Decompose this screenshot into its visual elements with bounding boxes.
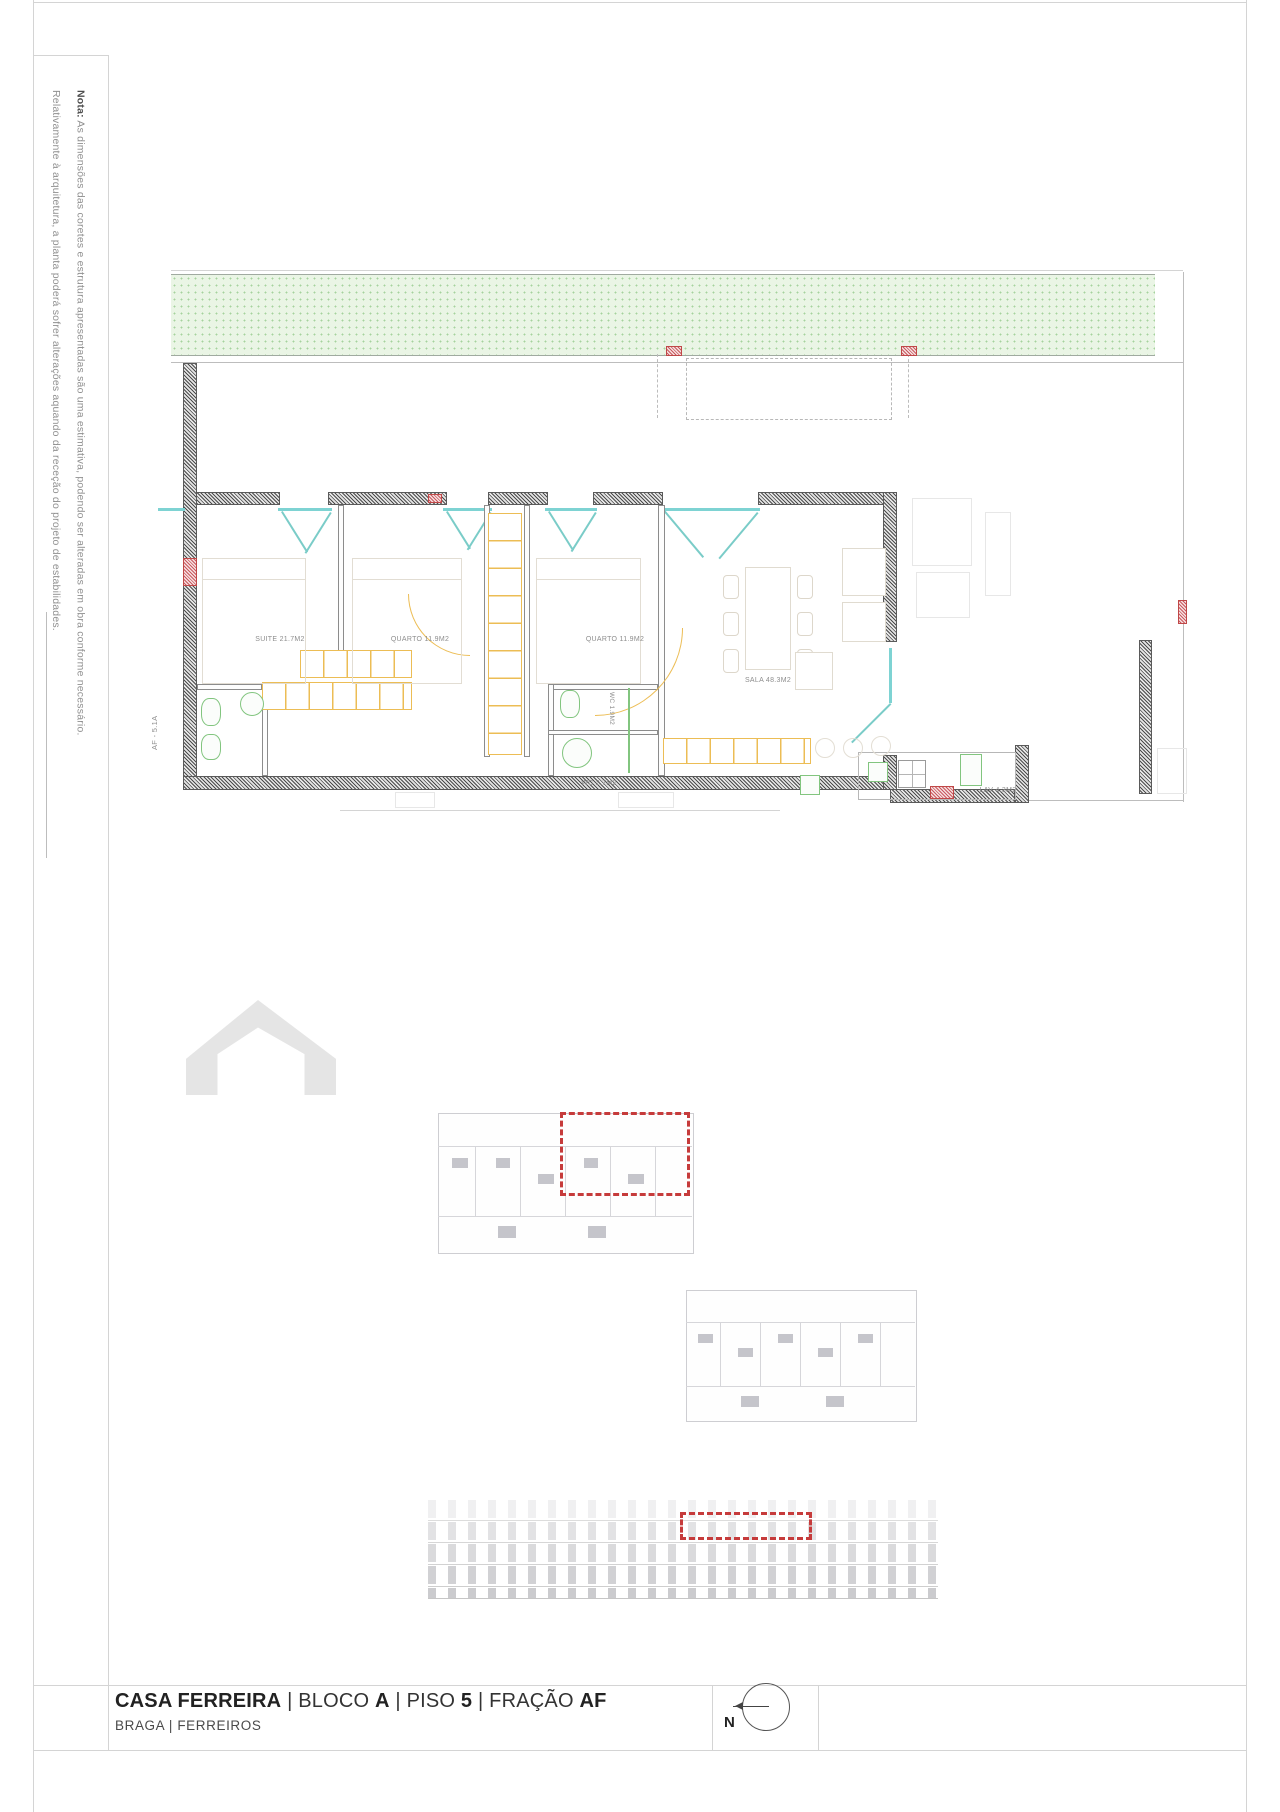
door-swing-line — [305, 512, 332, 554]
bed-quarto1 — [352, 558, 462, 684]
wall-top-5 — [758, 492, 897, 505]
north-arrow-icon — [742, 1683, 790, 1731]
window-suite — [278, 508, 332, 511]
window-quarto2 — [545, 508, 597, 511]
closet-ladder — [488, 513, 522, 755]
armchair — [842, 602, 886, 642]
wall-right-far — [1139, 640, 1152, 794]
footer-divider-1 — [712, 1685, 713, 1750]
stove-icon — [898, 760, 926, 788]
terrace-green-strip — [171, 274, 1155, 356]
shaft-box — [1157, 748, 1187, 794]
page-border-top — [33, 2, 1247, 3]
room-label-lav: LAV 4.3M2 — [979, 787, 1017, 794]
wall-top-3 — [488, 492, 548, 505]
terrace-planter — [985, 512, 1011, 596]
wall-red-marker-top — [428, 494, 442, 503]
terrace-red-marker-2 — [901, 346, 917, 356]
bed-quarto2 — [536, 558, 641, 684]
terrace-bottom-right-line — [1015, 800, 1183, 801]
chair — [797, 612, 813, 636]
terrace-bottom-line — [171, 362, 1183, 363]
wardrobe-row-2 — [262, 682, 412, 710]
door-swing-line — [664, 511, 704, 558]
sofa — [842, 548, 886, 596]
stool — [871, 736, 891, 756]
partition-suite-quarto1 — [338, 505, 344, 652]
page-border-right — [1246, 0, 1247, 1812]
skylight-dashed-right — [908, 354, 909, 418]
wall-red-marker-left — [183, 558, 197, 586]
terrace-top-line — [171, 270, 1183, 271]
partition-wc-divider — [548, 730, 658, 735]
sheet-title: CASA FERREIRA | BLOCO A | PISO 5 | FRAÇÃO AF — [115, 1690, 607, 1712]
door-swing-line — [548, 511, 574, 551]
stool — [815, 738, 835, 758]
highlight-box-keyplan — [560, 1112, 690, 1196]
door-swing-line — [446, 511, 471, 549]
window-sala-side — [889, 648, 892, 703]
room-label-quarto2: QUARTO 11.9M2 — [585, 636, 645, 643]
footer-bottom-line — [33, 1750, 1246, 1751]
kitchen-appliance-2 — [800, 775, 820, 795]
chair — [723, 649, 739, 673]
vent-mark — [618, 792, 674, 808]
balcony-edge-line — [340, 810, 780, 811]
wall-top-1 — [183, 492, 280, 505]
toilet-fixture — [201, 698, 221, 726]
footer-top-line — [33, 1685, 1246, 1686]
side-table — [795, 652, 833, 690]
skylight-dashed-left — [657, 354, 658, 418]
terrace-red-marker-1 — [666, 346, 682, 356]
stool — [843, 738, 863, 758]
skylight-dashed-outline — [686, 358, 892, 420]
bidet-fixture — [201, 734, 221, 760]
chair — [723, 575, 739, 599]
wall-top-4 — [593, 492, 663, 505]
room-label-suite: SUITE 21.7M2 — [255, 636, 305, 643]
room-label-wc2: WC 2.7M2 — [581, 780, 617, 787]
shower-fixture — [562, 738, 592, 768]
door-swing-line — [571, 512, 597, 552]
note-paragraph-2: Relativamente à arquitetura, a planta poderá sofrer alterações aquando da receção do projeto de estabilidades. — [49, 90, 62, 631]
wall-bottom-main — [183, 776, 890, 790]
note-paragraph-1: Nota: As dimensões das coretes e estrutura apresentadas são uma estimativa, podendo ser alteradas em obra conforme necessário. — [74, 90, 87, 736]
north-needle-icon — [733, 1706, 769, 1707]
unit-code-tag: AF - 5.1A — [150, 715, 159, 750]
partition-closet-right — [524, 505, 530, 757]
door-swing-line — [281, 511, 308, 553]
sheet-subtitle: BRAGA | FERREIROS — [115, 1718, 262, 1733]
window-left — [158, 508, 185, 511]
door-swing-line — [718, 512, 758, 559]
highlight-box-elevation — [680, 1512, 812, 1540]
chair — [797, 575, 813, 599]
bed-suite — [202, 558, 306, 684]
sink-fixture — [240, 692, 264, 716]
partition-suitewc-top — [197, 684, 262, 690]
note-column-top-line — [33, 55, 108, 56]
room-label-quarto1: QUARTO 11.9M2 — [390, 636, 450, 643]
terrace-right-line — [1183, 272, 1184, 802]
pipe-line — [628, 688, 630, 773]
title-floor: 5 — [460, 1690, 473, 1712]
chair — [723, 612, 739, 636]
toilet-fixture — [560, 690, 580, 718]
vent-mark — [395, 792, 435, 808]
kitchen-cabinet-row — [663, 738, 811, 764]
page-border-left — [33, 0, 34, 1812]
note-label: Nota: — [74, 90, 87, 118]
terrace-red-marker-3 — [1178, 600, 1187, 624]
note-underline — [46, 612, 47, 858]
room-label-sala: SALA 48.3M2 — [744, 677, 792, 684]
title-project: CASA FERREIRA — [115, 1690, 282, 1712]
logo-watermark — [186, 1000, 336, 1095]
dishwasher-red — [930, 786, 954, 799]
wall-right-kitchen — [1015, 745, 1029, 803]
title-block: A — [375, 1690, 390, 1712]
dining-table — [745, 567, 791, 670]
window-sala — [661, 508, 760, 511]
terrace-furniture — [912, 498, 972, 566]
keyplan-floor-2 — [686, 1286, 921, 1426]
title-unit: AF — [579, 1690, 607, 1712]
footer-divider-2 — [818, 1685, 819, 1750]
note-column-divider — [108, 55, 109, 1750]
terrace-furniture — [916, 572, 970, 618]
north-label: N — [724, 1714, 735, 1731]
room-label-wc1: WC 1.9M2 — [608, 692, 615, 726]
